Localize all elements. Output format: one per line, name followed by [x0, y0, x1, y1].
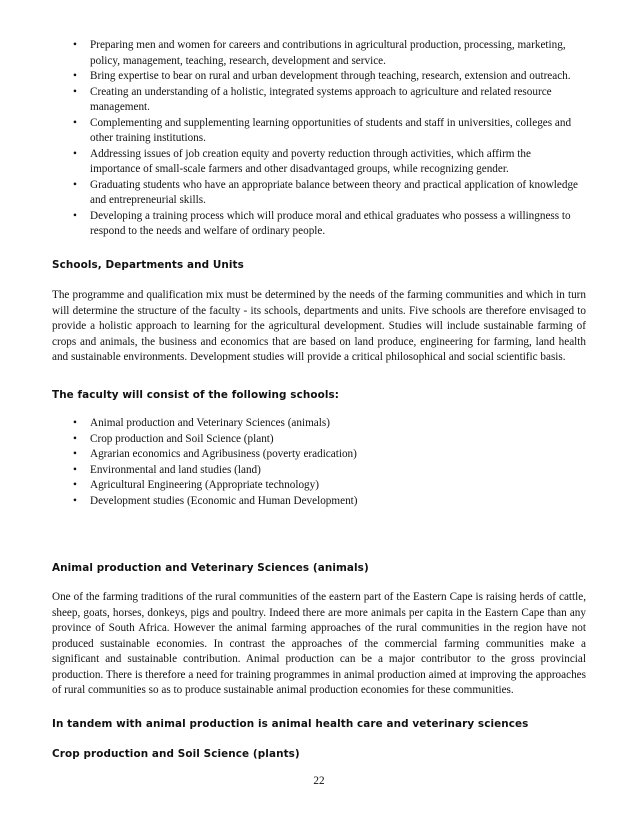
bullet-icon: • — [73, 494, 77, 507]
heading-crop-production: Crop production and Soil Science (plants) — [52, 748, 300, 760]
list-item-text: Development studies (Economic and Human Development) — [90, 494, 358, 507]
list-item-text: Crop production and Soil Science (plant) — [90, 432, 274, 445]
list-item — [0, 178, 584, 209]
heading-animal-production: Animal production and Veterinary Sciences (animals) — [52, 562, 369, 574]
list-item-text: Preparing men and women for careers and contributions in agricultural production, processing, marketing, policy, management, teaching, research, development and service. — [90, 39, 566, 67]
list-item-text: Complementing and supplementing learning opportunities of students and staff in universities, colleges and other training institutions. — [90, 116, 572, 144]
list-item-text: Graduating students who have an appropriate balance between theory and practical application of knowledge and entrepreneurial skills. — [90, 178, 579, 206]
list-item-text: Animal production and Veterinary Sciences (animals) — [90, 417, 330, 429]
list-item — [0, 147, 584, 178]
bullet-icon: • — [73, 147, 77, 160]
list-item — [0, 416, 584, 432]
list-item-text: Bring expertise to bear on rural and urban development through teaching, research, extension and outreach. — [90, 70, 571, 82]
list-item-text: Developing a training process which will produce moral and ethical graduates who possess a willingness to respond to the needs and welfare of ordinary people. — [90, 209, 571, 237]
objectives-list — [0, 38, 584, 240]
list-item — [0, 116, 584, 147]
bullet-icon: • — [73, 448, 77, 460]
list-item — [0, 494, 584, 510]
list-item — [0, 478, 584, 494]
list-item-text: Agricultural Engineering (Appropriate technology) — [90, 479, 319, 491]
list-item — [0, 85, 584, 116]
list-item — [0, 38, 584, 69]
bullet-icon: • — [73, 479, 77, 491]
heading-schools: Schools, Departments and Units — [52, 259, 244, 271]
heading-faculty: The faculty will consist of the following schools: — [52, 389, 340, 401]
list-item-text: Environmental and land studies (land) — [90, 463, 261, 476]
bullet-icon: • — [73, 85, 77, 98]
list-item — [0, 69, 584, 85]
paragraph-animal-production: One of the farming traditions of the rural communities of the eastern part of the Eastern Cape is raising herds of cattle, sheep, goats, horses, donkeys, pigs and poultry. Indeed there are more animals per capita in the Eastern Cape than any province of South Africa. However the animal farming approaches of the rural communities in the region have not produced sustainable economies. In contrast the approaches of the commercial farming communities make a significant and sustainable contribution. Animal production can be a major contributor to the gross provincial production. There is therefore a need for training programmes in animal production aimed at improving the approaches of rural communities so as to produce sustainable animal production economies for these communities. — [52, 591, 586, 696]
bullet-icon: • — [73, 116, 77, 129]
bullet-icon: • — [73, 39, 77, 51]
list-item-text: Agrarian economics and Agribusiness (poverty eradication) — [90, 448, 357, 460]
list-item — [0, 463, 584, 479]
list-item-text: Addressing issues of job creation equity and poverty reduction through activities, which affirm the importance of small-scale farmers and other disadvantaged groups, while recognizing gender. — [90, 147, 531, 175]
paragraph-programme: The programme and qualification mix must be determined by the needs of the farming communities and which in turn will determine the structure of the faculty - its schools, departments and units. Five schools are therefore envisaged to provide a holistic approach to learning for the agricultural development. Studies will include sustainable farming of crops and animals, the business and economics that are based on land produce, engineering for farming, land health and sustainable environments. Development studies will provide a critical philosophical and social scientific basis. — [52, 289, 586, 363]
list-item — [0, 447, 584, 463]
list-item — [0, 209, 584, 240]
bullet-icon: • — [73, 463, 77, 476]
bullet-icon: • — [73, 417, 77, 429]
list-item — [0, 432, 584, 448]
bullet-icon: • — [73, 209, 77, 222]
bullet-icon: • — [73, 70, 77, 82]
heading-animal-health: In tandem with animal production is animal health care and veterinary sciences — [52, 718, 529, 730]
page-number: 22 — [313, 775, 325, 787]
bullet-icon: • — [73, 178, 77, 191]
list-item-text: Creating an understanding of a holistic, integrated systems approach to agriculture and related resource management. — [90, 85, 552, 113]
schools-list — [0, 416, 584, 509]
bullet-icon: • — [73, 432, 77, 445]
